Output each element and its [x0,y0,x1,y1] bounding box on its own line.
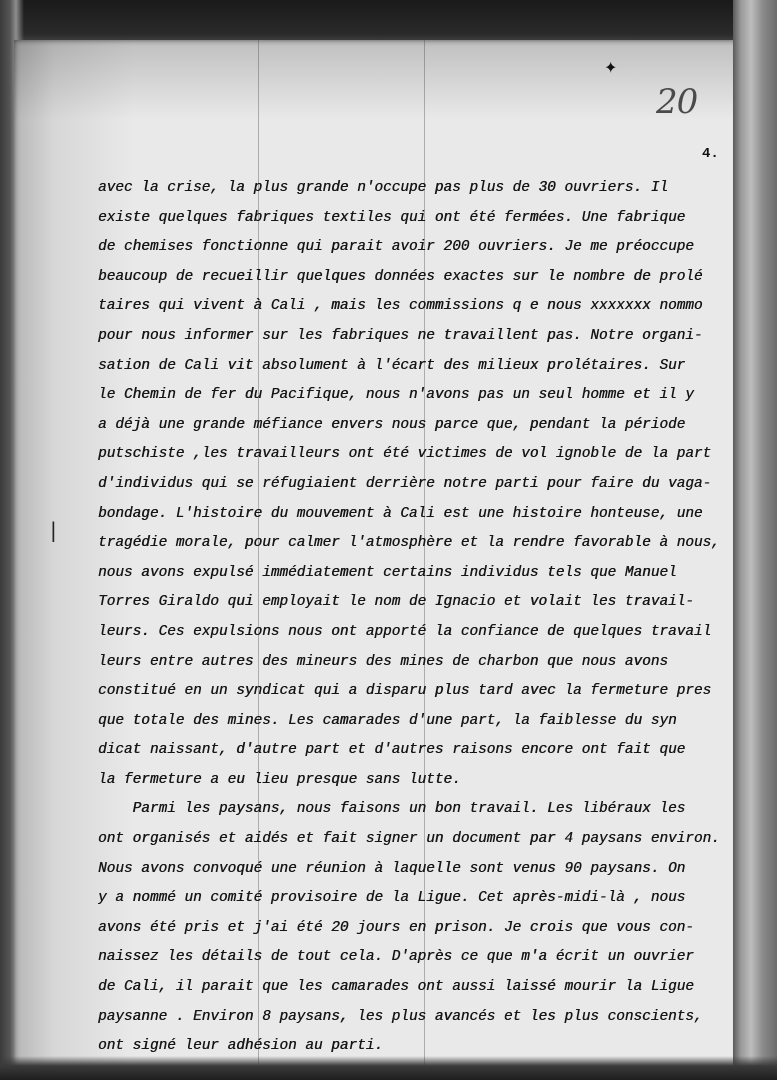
text-line: sation de Cali vit absolument à l'écart des milieux prolétaires. Sur [98,357,686,374]
text-line: avec la crise, la plus grande n'occupe pas plus de 30 ouvriers. Il [98,180,668,196]
text-line: pour nous informer sur les fabriques ne travaillent pas. Notre organi- [98,327,703,344]
text-line: que totale des mines. Les camarades d'une part, la faiblesse du syn [98,712,677,729]
text-line: Nous avons convoqué une réunion à laquelle sont venus 90 paysans. On [98,860,686,877]
text-line: naissez les détails de tout cela. D'après ce que m'a écrit un ouvrier [98,949,694,966]
scanner-edge [733,0,777,1080]
text-line: ont signé leur adhésion au parti. [98,1038,383,1055]
text-line: leurs entre autres des mineurs des mines de charbon que nous avons [98,653,668,670]
typed-letter-body [98,174,738,1062]
text-line: paysanne . Environ 8 paysans, les plus avancés et les plus conscients, [98,1008,703,1025]
handwritten-page-number: 20 [656,82,698,122]
text-line: d'individus qui se réfugiaient derrière notre parti pour faire du vaga- [98,475,712,492]
text-line: leurs. Ces expulsions nous ont apporté la confiance de quelques travail [98,623,712,640]
text-line: a déjà une grande méfiance envers nous parce que, pendant la période [98,416,686,433]
paper-sheet [14,40,738,1068]
text-line: de Cali, il parait que les camarades ont aussi laissé mourir la Ligue [98,979,694,996]
text-line: nous avons expulsé immédiatement certains individus tels que Manuel [98,564,677,581]
text-line: Torres Giraldo qui employait le nom de Ignacio et volait les travail- [98,594,694,611]
sheet-number: 4. [702,146,719,162]
text-line: bondage. L'histoire du mouvement à Cali est une histoire honteuse, une [98,505,703,522]
text-line: constitué en un syndicat qui a disparu plus tard avec la fermeture pres [98,683,712,700]
text-line: la fermeture a eu lieu presque sans lutte. [98,771,461,788]
text-line: taires qui vivent à Cali , mais les commissions q e nous xxxxxxx nommo [98,298,703,315]
text-line: Parmi les paysans, nous faisons un bon travail. Les libéraux les [98,801,686,818]
text-line: tragédie morale, pour calmer l'atmosphère et la rendre favorable à nous, [98,535,720,552]
text-line: de chemises fonctionne qui parait avoir 200 ouvriers. Je me préoccupe [98,239,694,256]
text-line: ont organisés et aidés et fait signer un document par 4 paysans environ. [98,831,720,848]
text-line: le Chemin de fer du Pacifique, nous n'avons pas un seul homme et il y [98,387,694,404]
scanner-bottom-edge [0,1056,777,1080]
text-line: dicat naissant, d'autre part et d'autres raisons encore ont fait que [98,742,686,759]
text-line: avons été pris et j'ai été 20 jours en prison. Je crois que vous con- [98,919,694,936]
text-line: beaucoup de recueillir quelques données exactes sur le nombre de prolé [98,268,703,285]
text-line: y a nommé un comité provisoire de la Ligue. Cet après-midi-là , nous [98,890,686,907]
margin-mark-icon: | [50,518,57,542]
ink-mark-icon: ✦ [604,58,618,77]
text-line: putschiste ,les travailleurs ont été victimes de vol ignoble de la part [98,446,712,463]
text-line: existe quelques fabriques textiles qui ont été fermées. Une fabrique [98,209,686,226]
